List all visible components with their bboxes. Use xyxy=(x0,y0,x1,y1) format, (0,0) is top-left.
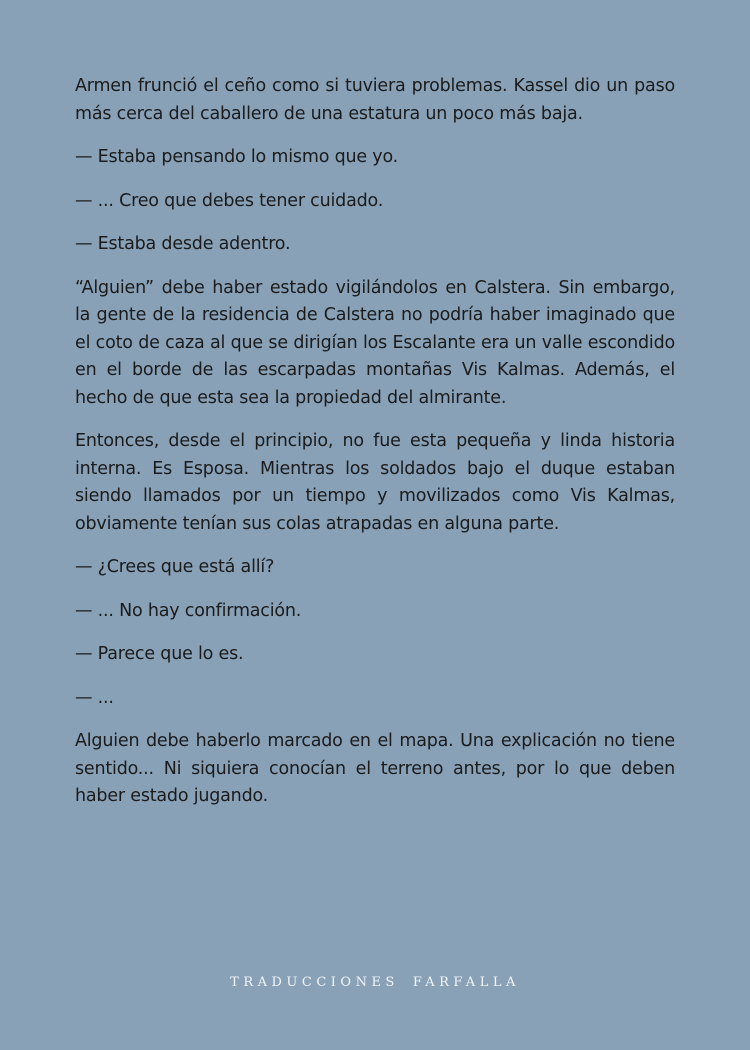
paragraph-2: “Alguien” debe haber estado vigilándolos en Calstera. Sin embargo, la gente de la residencia de Calstera no podría haber imaginado que el coto de caza al que se dirigían los Escalante era un valle escondido en el borde de las escarpadas montañas Vis Kalmas. Además, el hecho de que esta sea la propiedad del almirante. xyxy=(75,277,675,408)
dialogue-line-1: — Estaba pensando lo mismo que yo. xyxy=(75,147,399,167)
page-footer xyxy=(0,975,750,990)
footer-word-2: FARFALLA xyxy=(412,975,520,990)
dialogue-line-7: — ... xyxy=(75,687,114,708)
dialogue-line-5: — ... No hay confirmación. xyxy=(75,600,302,621)
page-body xyxy=(75,73,675,827)
paragraph-3: Entonces, desde el principio, no fue esta pequeña y linda historia interna. Es Esposa. Mientras los soldados bajo el duque estaban siendo llamados por un tiempo y movilizados como Vis Kalmas, obviamente tenían sus colas atrapadas en alguna parte. xyxy=(75,431,675,534)
dialogue-line-3: — Estaba desde adentro. xyxy=(75,234,291,254)
paragraph-1: Armen frunció el ceño como si tuviera problemas. Kassel dio un paso más cerca del caballero de una estatura un poco más baja. xyxy=(75,76,675,124)
paragraph-4: Alguien debe haberlo marcado en el mapa. Una explicación no tiene sentido... Ni siquiera conocían el terreno antes, por lo que deben haber estado jugando. xyxy=(75,731,675,806)
footer-word-1: TRADUCCIONES xyxy=(230,975,399,990)
dialogue-line-4: — ¿Crees que está allí? xyxy=(75,557,275,577)
dialogue-line-6: — Parece que lo es. xyxy=(75,644,244,664)
dialogue-line-2: — ... Creo que debes tener cuidado. xyxy=(75,190,384,211)
